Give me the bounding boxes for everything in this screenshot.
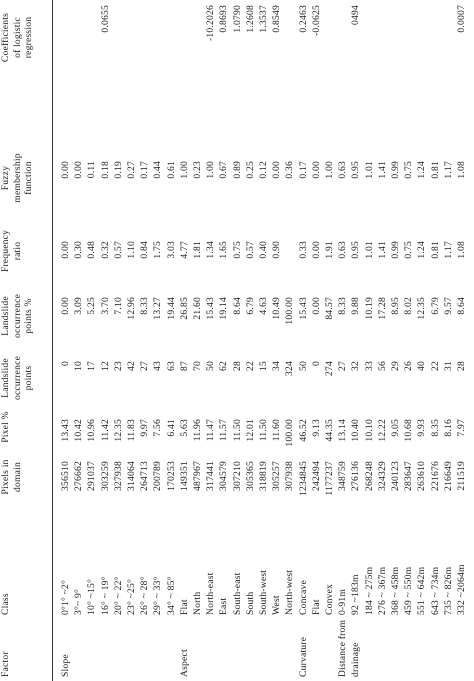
- cell-frequency-ratio: 0.95: [350, 241, 362, 259]
- cell-pixel-pct: 8.16: [442, 419, 454, 437]
- cell-points: 43: [152, 361, 164, 371]
- cell-pixels: 1177237: [324, 461, 335, 496]
- header-fuzzy: Fuzzy membership function: [0, 153, 34, 203]
- cell-pixels: 324329: [376, 461, 388, 491]
- cell-pixels: 305365: [244, 461, 256, 491]
- cell-fuzzy: 0.61: [165, 161, 177, 179]
- cell-coefficient: -10.2026: [205, 5, 217, 41]
- cell-fuzzy: 0.44: [152, 161, 164, 179]
- cell-points-pct: 15.43: [297, 297, 309, 320]
- header-pixel-pct: Pixel %: [0, 411, 11, 443]
- cell-frequency-ratio: 0.00: [310, 241, 322, 259]
- cell-class: 3°~ 9°: [73, 588, 85, 615]
- cell-points: 56: [376, 361, 388, 371]
- cell-pixels: 221676: [429, 461, 441, 491]
- cell-class: West: [271, 595, 283, 615]
- cell-points-pct: 0.00: [60, 297, 71, 315]
- cell-pixel-pct: 12.35: [112, 419, 124, 442]
- cell-class: 92 ~183m: [350, 574, 362, 615]
- cell-class: Convex: [324, 583, 335, 615]
- cell-class: Concave: [297, 580, 309, 615]
- cell-pixel-pct: 10.96: [86, 419, 98, 442]
- cell-pixels: 283647: [403, 461, 415, 491]
- cell-points-pct: 12.96: [126, 297, 137, 320]
- cell-pixel-pct: 7.97: [456, 419, 467, 437]
- cell-points-pct: 8.33: [139, 297, 151, 315]
- cell-points-pct: 21.60: [192, 297, 203, 320]
- cell-points: 0: [310, 361, 322, 366]
- cell-pixel-pct: 100.00: [284, 419, 296, 447]
- cell-fuzzy: 0.11: [86, 161, 98, 179]
- cell-pixel-pct: 13.43: [60, 419, 71, 442]
- cell-pixels: 240123: [390, 461, 401, 491]
- cell-points: 63: [165, 361, 177, 371]
- cell-points-pct: 13.27: [152, 297, 164, 320]
- cell-fuzzy: 1.00: [324, 161, 335, 179]
- cell-factor: Slope: [60, 654, 71, 677]
- cell-coefficient: 0.8693: [218, 5, 230, 33]
- cell-points: 50: [297, 361, 309, 371]
- cell-points-pct: 3.70: [99, 297, 111, 315]
- cell-pixel-pct: 11.42: [99, 419, 111, 442]
- cell-points: 87: [178, 361, 190, 371]
- cell-class: South: [244, 591, 256, 615]
- cell-pixels: 1234845: [297, 461, 309, 496]
- cell-points: 34: [271, 361, 283, 371]
- cell-fuzzy: 0.75: [403, 161, 415, 179]
- cell-points-pct: 10.19: [363, 297, 375, 320]
- cell-frequency-ratio: 3.03: [165, 241, 177, 259]
- cell-frequency-ratio: 0.63: [337, 241, 349, 259]
- cell-frequency-ratio: 0.57: [112, 241, 124, 259]
- cell-points-pct: 6.79: [429, 297, 441, 315]
- cell-frequency-ratio: 1.65: [218, 241, 230, 259]
- cell-points: 17: [86, 361, 98, 371]
- cell-points-pct: 8.33: [337, 297, 349, 315]
- cell-class: 16° ~ 19°: [99, 576, 111, 615]
- cell-coefficient: 1.2608: [244, 5, 256, 33]
- cell-factor: drainage: [350, 642, 362, 677]
- cell-points-pct: 26.85: [178, 297, 190, 320]
- cell-class: 276 ~ 367m: [376, 566, 388, 615]
- cell-points: 10: [73, 361, 85, 371]
- cell-pixel-pct: 12.22: [376, 419, 388, 442]
- cell-frequency-ratio: 1.41: [376, 241, 388, 259]
- cell-pixels: 200789: [152, 461, 164, 491]
- cell-fuzzy: 0.23: [192, 161, 203, 179]
- cell-class: 368 ~ 458m: [390, 566, 401, 615]
- cell-pixels: 211519: [456, 461, 467, 491]
- cell-frequency-ratio: 0.00: [60, 241, 71, 259]
- cell-frequency-ratio: 0.30: [73, 241, 85, 259]
- cell-coefficient: -0.0625: [310, 5, 322, 36]
- cell-frequency-ratio: 1.01: [363, 241, 375, 259]
- cell-frequency-ratio: 0.75: [403, 241, 415, 259]
- cell-frequency-ratio: 1.17: [442, 241, 454, 259]
- cell-points-pct: 10.49: [271, 297, 283, 320]
- cell-frequency-ratio: 0.75: [231, 241, 243, 259]
- cell-coefficient: 1.0790: [231, 5, 243, 33]
- cell-points-pct: 19.14: [218, 297, 230, 320]
- header-frequency-ratio: Frequency ratio: [0, 229, 23, 273]
- cell-points-pct: 19.44: [165, 297, 177, 320]
- cell-fuzzy: 0.00: [271, 161, 283, 179]
- cell-fuzzy: 0.95: [350, 161, 362, 179]
- cell-frequency-ratio: 1.75: [152, 241, 164, 259]
- cell-class: 551 ~ 642m: [416, 566, 428, 615]
- cell-frequency-ratio: 0.57: [244, 241, 256, 259]
- cell-pixels: 314064: [126, 461, 137, 491]
- cell-points: 42: [126, 361, 137, 371]
- cell-pixels: 307938: [284, 461, 296, 491]
- cell-points: 28: [456, 361, 467, 371]
- cell-points-pct: 12.35: [416, 297, 428, 320]
- cell-pixel-pct: 9.05: [390, 419, 401, 437]
- cell-points: 27: [139, 361, 151, 371]
- header-landslide-pct: Landslide occurrence points %: [0, 293, 34, 339]
- cell-frequency-ratio: 4.77: [178, 241, 190, 259]
- cell-class: 26° ~ 28°: [139, 576, 151, 615]
- cell-fuzzy: 0.00: [60, 161, 71, 179]
- cell-pixel-pct: 11.50: [258, 419, 269, 442]
- cell-fuzzy: 1.00: [205, 161, 217, 179]
- cell-pixel-pct: 10.40: [350, 419, 362, 442]
- cell-pixels: 276136: [350, 461, 362, 491]
- cell-pixels: 307210: [231, 461, 243, 491]
- cell-points: 274: [324, 361, 335, 376]
- cell-pixel-pct: 6.41: [165, 419, 177, 437]
- cell-coefficient: 0.0655: [99, 5, 111, 33]
- cell-class: 735 ~ 826m: [442, 566, 454, 615]
- cell-pixel-pct: 11.83: [126, 419, 137, 442]
- cell-class: North-east: [205, 572, 217, 615]
- cell-points-pct: 4.63: [258, 297, 269, 315]
- cell-frequency-ratio: 0.84: [139, 241, 151, 259]
- cell-pixels: 327938: [112, 461, 124, 491]
- cell-pixels: 170253: [165, 461, 177, 491]
- cell-pixel-pct: 5.63: [178, 419, 190, 437]
- cell-points: 22: [244, 361, 256, 371]
- cell-points: 28: [231, 361, 243, 371]
- cell-points: 23: [112, 361, 124, 371]
- cell-pixel-pct: 9.93: [416, 419, 428, 437]
- cell-points: 12: [99, 361, 111, 371]
- cell-pixels: 268248: [363, 461, 375, 491]
- cell-points-pct: 5.25: [86, 297, 98, 315]
- cell-fuzzy: 0.36: [284, 161, 296, 179]
- cell-pixel-pct: 10.10: [363, 419, 375, 442]
- cell-class: 332 ~2064m: [456, 564, 467, 615]
- cell-frequency-ratio: 1.24: [416, 241, 428, 259]
- cell-pixel-pct: 8.35: [429, 419, 441, 437]
- cell-fuzzy: 0.63: [337, 161, 349, 179]
- header-factor: Factor: [0, 651, 11, 677]
- cell-class: 29° ~ 33°: [152, 576, 164, 615]
- cell-points-pct: 0.00: [310, 297, 322, 315]
- cell-points-pct: 3.09: [73, 297, 85, 315]
- cell-points: 50: [205, 361, 217, 371]
- cell-frequency-ratio: 1.10: [126, 241, 137, 259]
- cell-coefficient: 0.8549: [271, 5, 283, 33]
- cell-points-pct: 100.00: [284, 297, 296, 325]
- cell-pixels: 348759: [337, 461, 349, 491]
- cell-coefficient: 0.2463: [297, 5, 309, 33]
- cell-points-pct: 84.57: [324, 297, 335, 320]
- cell-pixels: 264713: [139, 461, 151, 491]
- cell-points-pct: 8.64: [456, 297, 467, 315]
- cell-frequency-ratio: 1.91: [324, 241, 335, 259]
- cell-pixel-pct: 11.50: [231, 419, 243, 442]
- header-pixels: Pixels in domain: [0, 459, 23, 495]
- cell-points: 22: [429, 361, 441, 371]
- cell-class: South-west: [258, 569, 269, 615]
- cell-class: North: [192, 591, 203, 615]
- cell-pixel-pct: 44.35: [324, 419, 335, 442]
- cell-fuzzy: 0.17: [297, 161, 309, 179]
- cell-pixels: 317441: [205, 461, 217, 491]
- cell-pixel-pct: 46.52: [297, 419, 309, 442]
- cell-class: 10° ~15°: [86, 578, 98, 615]
- cell-points: 70: [192, 361, 203, 371]
- cell-points-pct: 17.28: [376, 297, 388, 320]
- cell-pixel-pct: 11.57: [218, 419, 230, 442]
- cell-pixels: 149351: [178, 461, 190, 491]
- cell-fuzzy: 0.27: [126, 161, 137, 179]
- cell-fuzzy: 0.25: [244, 161, 256, 179]
- cell-frequency-ratio: 1.34: [205, 241, 217, 259]
- header-class: Class: [0, 593, 11, 615]
- cell-points: 26: [403, 361, 415, 371]
- cell-pixel-pct: 12.01: [244, 419, 256, 442]
- cell-fuzzy: 1.24: [416, 161, 428, 179]
- cell-points-pct: 8.02: [403, 297, 415, 315]
- cell-pixels: 276662: [73, 461, 85, 491]
- cell-class: East: [218, 597, 230, 615]
- header-coefficients: Coefficients of logistic regression: [0, 12, 34, 63]
- cell-pixel-pct: 10.42: [73, 419, 85, 442]
- cell-fuzzy: 0.17: [139, 161, 151, 179]
- cell-points-pct: 9.57: [442, 297, 454, 315]
- cell-points: 29: [390, 361, 401, 371]
- cell-fuzzy: 0.81: [429, 161, 441, 179]
- cell-fuzzy: 0.89: [231, 161, 243, 179]
- cell-pixel-pct: 11.60: [271, 419, 283, 442]
- cell-points-pct: 7.10: [112, 297, 124, 315]
- cell-factor: Distance from: [337, 619, 349, 677]
- cell-pixel-pct: 7.56: [152, 419, 164, 437]
- cell-fuzzy: 0.19: [112, 161, 124, 179]
- cell-pixel-pct: 9.97: [139, 419, 151, 437]
- cell-points: 40: [416, 361, 428, 371]
- cell-factor: Aspect: [178, 649, 190, 677]
- cell-pixels: 216649: [442, 461, 454, 491]
- cell-pixels: 263610: [416, 461, 428, 491]
- cell-fuzzy: 1.00: [178, 161, 190, 179]
- cell-pixels: 356510: [60, 461, 71, 491]
- cell-fuzzy: 1.17: [442, 161, 454, 179]
- cell-class: South-east: [231, 572, 243, 615]
- cell-class: North-west: [284, 569, 296, 615]
- cell-fuzzy: 1.08: [456, 161, 467, 179]
- cell-class: 184 ~ 275m: [363, 566, 375, 615]
- cell-points-pct: 15.43: [205, 297, 217, 320]
- cell-pixel-pct: 9.13: [310, 419, 322, 437]
- cell-frequency-ratio: 0.99: [390, 241, 401, 259]
- cell-pixels: 304579: [218, 461, 230, 491]
- cell-pixels: 305257: [271, 461, 283, 491]
- cell-points-pct: 9.88: [350, 297, 362, 315]
- cell-points: 15: [258, 361, 269, 371]
- cell-class: Flat: [310, 599, 322, 615]
- cell-pixels: 291037: [86, 461, 98, 491]
- cell-points: 324: [284, 361, 296, 376]
- cell-class: 34° ~ 85°: [165, 576, 177, 615]
- cell-pixel-pct: 11.96: [192, 419, 203, 442]
- cell-class: 643 ~ 734m: [429, 566, 441, 615]
- cell-class: 459 ~ 550m: [403, 566, 415, 615]
- cell-frequency-ratio: 0.32: [99, 241, 111, 259]
- cell-coefficient: 1.3537: [258, 5, 269, 33]
- cell-fuzzy: 0.99: [390, 161, 401, 179]
- cell-frequency-ratio: 0.33: [297, 241, 309, 259]
- cell-points-pct: 8.64: [231, 297, 243, 315]
- cell-class: Flat: [178, 599, 190, 615]
- cell-fuzzy: 0.18: [99, 161, 111, 179]
- cell-frequency-ratio: 1.08: [456, 241, 467, 259]
- cell-points: 32: [350, 361, 362, 371]
- cell-frequency-ratio: 0.81: [429, 241, 441, 259]
- cell-pixel-pct: 13.14: [337, 419, 349, 442]
- cell-frequency-ratio: 0.48: [86, 241, 98, 259]
- cell-pixels: 242494: [310, 461, 322, 491]
- cell-fuzzy: 1.41: [376, 161, 388, 179]
- cell-frequency-ratio: 0.90: [271, 241, 283, 259]
- cell-pixel-pct: 11.47: [205, 419, 217, 442]
- cell-points-pct: 6.79: [244, 297, 256, 315]
- cell-fuzzy: 0.67: [218, 161, 230, 179]
- cell-fuzzy: 0.12: [258, 161, 269, 179]
- cell-points: 0: [60, 361, 71, 366]
- cell-pixel-pct: 10.68: [403, 419, 415, 442]
- cell-coefficient: 0494: [350, 5, 362, 25]
- cell-coefficient: 0.0007: [456, 5, 467, 33]
- cell-fuzzy: 0.00: [310, 161, 322, 179]
- cell-points: 31: [442, 361, 454, 371]
- cell-class: 0°1° ~2°: [60, 579, 71, 615]
- cell-fuzzy: 1.01: [363, 161, 375, 179]
- cell-class: 23° ~25°: [126, 578, 137, 615]
- cell-points: 27: [337, 361, 349, 371]
- cell-fuzzy: 0.00: [73, 161, 85, 179]
- cell-class: 20° ~ 22°: [112, 576, 124, 615]
- header-rule: [52, 0, 53, 681]
- cell-points: 62: [218, 361, 230, 371]
- cell-pixels: 487967: [192, 461, 203, 491]
- cell-class: 0-91m: [337, 588, 349, 615]
- cell-points-pct: 8.95: [390, 297, 401, 315]
- header-landslide-points: Landslide occurrence points: [0, 355, 34, 401]
- cell-points: 33: [363, 361, 375, 371]
- cell-factor: Curvature: [297, 636, 309, 677]
- cell-frequency-ratio: 0.40: [258, 241, 269, 259]
- cell-frequency-ratio: 1.81: [192, 241, 203, 259]
- cell-pixels: 318819: [258, 461, 269, 491]
- cell-pixels: 303259: [99, 461, 111, 491]
